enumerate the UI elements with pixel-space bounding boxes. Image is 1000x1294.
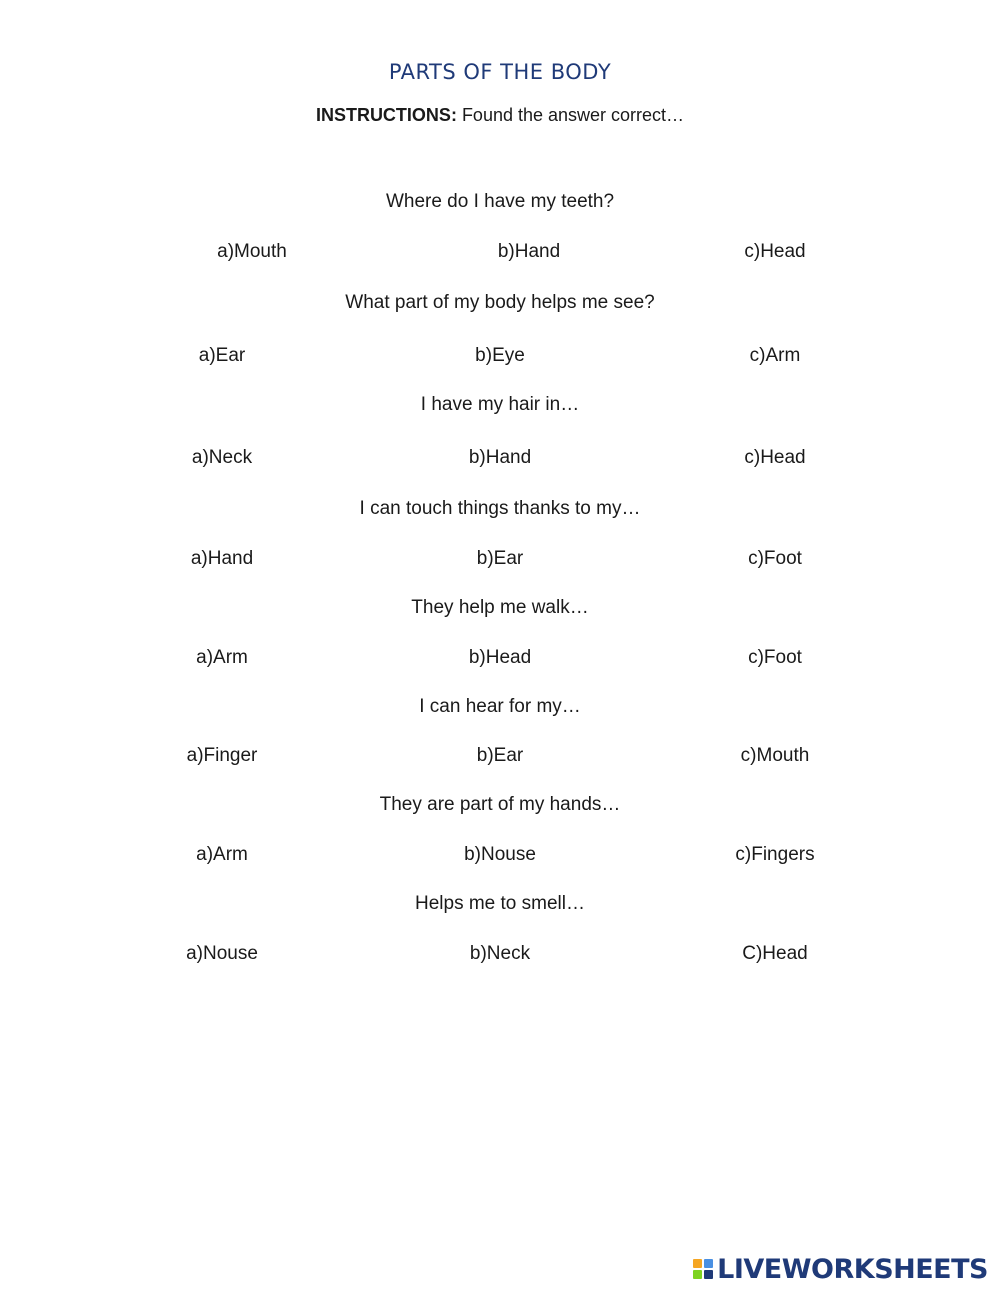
question-1: Where do I have my teeth? <box>385 191 615 212</box>
logo-text: LIVEWORKSHEETS <box>717 1253 988 1285</box>
q8-option-b[interactable]: b)Neck <box>469 943 531 964</box>
page-title: PARTS OF THE BODY <box>388 60 612 84</box>
question-5: They help me walk… <box>411 597 589 618</box>
q1-option-b[interactable]: b)Hand <box>497 241 561 262</box>
q5-option-c[interactable]: c)Foot <box>748 647 802 668</box>
q3-option-c[interactable]: c)Head <box>744 447 806 468</box>
q4-option-a[interactable]: a)Hand <box>190 548 254 569</box>
q8-option-c[interactable]: C)Head <box>742 943 808 964</box>
q5-option-a[interactable]: a)Arm <box>196 647 248 668</box>
q7-option-a[interactable]: a)Arm <box>196 844 248 865</box>
instructions <box>0 105 1000 126</box>
q8-option-a[interactable]: a)Nouse <box>186 943 258 964</box>
q6-option-b[interactable]: b)Ear <box>476 745 524 766</box>
q7-option-b[interactable]: b)Nouse <box>464 844 536 865</box>
q5-option-b[interactable]: b)Head <box>468 647 532 668</box>
q6-option-c[interactable]: c)Mouth <box>740 745 810 766</box>
q3-option-a[interactable]: a)Neck <box>191 447 253 468</box>
instructions-text: Found the answer correct… <box>456 105 685 125</box>
q6-option-a[interactable]: a)Finger <box>186 745 258 766</box>
question-8: Helps me to smell… <box>415 893 585 914</box>
q1-option-c[interactable]: c)Head <box>744 241 806 262</box>
question-7: They are part of my hands… <box>379 794 621 815</box>
question-3: I have my hair in… <box>420 394 580 415</box>
question-6: I can hear for my… <box>419 696 581 717</box>
q7-option-c[interactable]: c)Fingers <box>735 844 815 865</box>
q4-option-c[interactable]: c)Foot <box>748 548 802 569</box>
q2-option-b[interactable]: b)Eye <box>475 345 525 366</box>
question-2: What part of my body helps me see? <box>345 292 655 313</box>
question-4: I can touch things thanks to my… <box>359 498 641 519</box>
q3-option-b[interactable]: b)Hand <box>468 447 532 468</box>
q1-option-a[interactable]: a)Mouth <box>217 241 287 262</box>
q4-option-b[interactable]: b)Ear <box>476 548 524 569</box>
q2-option-a[interactable]: a)Ear <box>198 345 246 366</box>
instructions-label: INSTRUCTIONS: <box>315 105 457 125</box>
liveworksheets-logo-icon <box>693 1259 713 1279</box>
liveworksheets-logo[interactable] <box>693 1254 988 1284</box>
q2-option-c[interactable]: c)Arm <box>749 345 801 366</box>
